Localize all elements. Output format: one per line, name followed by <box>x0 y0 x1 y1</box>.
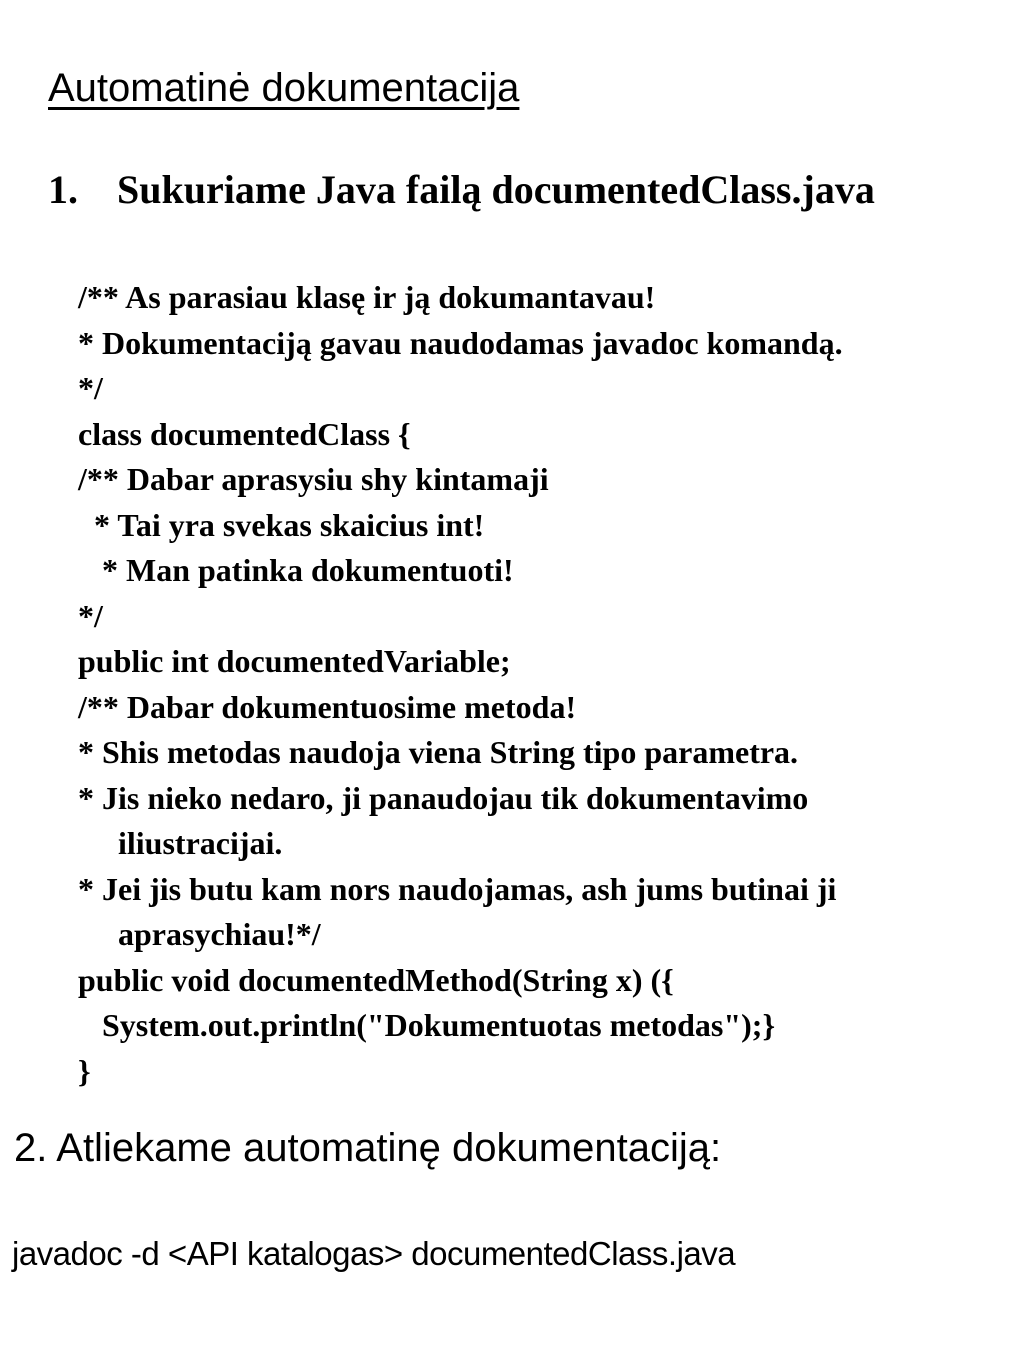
code-line-continuation: aprasychiau!*/ <box>118 916 321 952</box>
step-1-heading <box>48 166 875 214</box>
code-line: */ <box>78 370 103 406</box>
code-line: * Shis metodas naudoja viena String tipo parametra. <box>78 734 799 770</box>
code-line: class documentedClass { <box>78 415 411 452</box>
code-line: * Jis nieko nedaro, ji panaudojau tik dokumentavimo <box>78 779 809 816</box>
step-1-number: 1. <box>48 167 78 212</box>
step-1-text: Sukuriame Java failą documentedClass.java <box>117 167 875 212</box>
code-line: public void documentedMethod(String x) ({ <box>78 961 674 998</box>
code-line: * Tai yra svekas skaicius int! <box>78 506 485 543</box>
code-line: System.out.println("Dokumentuotas metodas");} <box>78 1007 776 1043</box>
step-2-heading: 2. Atliekame automatinę dokumentaciją: <box>14 1126 722 1170</box>
code-line: /** As parasiau klasę ir ją dokumantavau! <box>78 279 656 315</box>
code-line: * Dokumentaciją gavau naudodamas javadoc komandą. <box>78 324 843 361</box>
code-line: /** Dabar aprasysiu shy kintamaji <box>78 461 549 497</box>
code-line: public int documentedVariable; <box>78 643 511 679</box>
code-block <box>78 275 1008 1094</box>
javadoc-command: javadoc -d <API katalogas> documentedClass.java <box>12 1235 736 1272</box>
code-line: */ <box>78 597 103 634</box>
page-title: Automatinė dokumentacija <box>48 66 520 110</box>
code-line: /** Dabar dokumentuosime metoda! <box>78 688 577 725</box>
code-line: } <box>78 1052 91 1089</box>
code-line: * Jei jis butu kam nors naudojamas, ash jums butinai ji <box>78 870 837 907</box>
code-line: * Man patinka dokumentuoti! <box>78 552 514 588</box>
code-line-continuation: iliustracijai. <box>118 825 283 861</box>
